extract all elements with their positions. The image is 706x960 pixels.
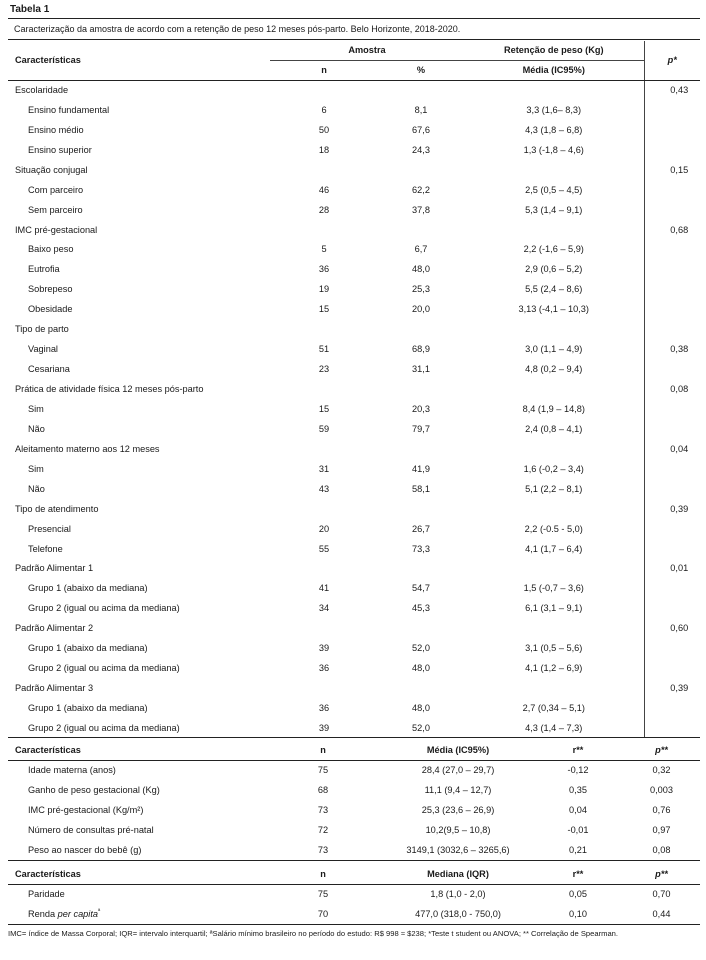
row-media: 2,2 (-0.5 - 5,0) — [524, 523, 583, 534]
table-row — [8, 718, 700, 738]
row-label: Sobrepeso — [28, 284, 73, 295]
row-p-value — [644, 279, 700, 299]
group-row — [8, 618, 700, 638]
row-n: 43 — [318, 483, 330, 494]
row-media: 4,1 (1,2 – 6,9) — [525, 663, 583, 674]
row-label: Ensino superior — [28, 144, 92, 155]
header-caracteristicas: Características — [8, 41, 270, 80]
group-row — [8, 80, 700, 100]
row-p-value — [644, 519, 700, 539]
table-row — [8, 359, 700, 379]
row-media: 2,7 (0,34 – 5,1) — [522, 703, 585, 714]
row-media: 2,9 (0,6 – 5,2) — [525, 264, 583, 275]
cont-media: 10,2(9,5 – 10,8) — [425, 825, 491, 835]
group-p-value: 0,39 — [644, 499, 700, 519]
med-label — [8, 904, 263, 924]
group-row — [8, 439, 700, 459]
group-row — [8, 319, 700, 339]
cont-media: 28,4 (27,0 – 29,7) — [421, 765, 495, 776]
row-label: Cesariana — [28, 364, 70, 375]
group-label: IMC pré-gestacional — [15, 224, 98, 235]
row-p-value — [644, 539, 700, 559]
group-label: Aleitamento materno aos 12 meses — [15, 443, 160, 454]
row-media: 3,1 (0,5 – 5,6) — [525, 643, 583, 654]
row-label: Grupo 1 (abaixo da mediana) — [28, 583, 148, 594]
group-pct — [378, 499, 464, 519]
cont-label: Peso ao nascer do bebê (g) — [8, 840, 263, 860]
group-label: Situação conjugal — [15, 164, 88, 175]
row-p-value — [644, 140, 700, 160]
row-n: 34 — [318, 603, 330, 614]
group-label: Tipo de atendimento — [15, 503, 99, 514]
group-p-value: 0,43 — [644, 80, 700, 100]
table-row — [8, 539, 700, 559]
cont-p: 0,97 — [652, 825, 671, 835]
row-pct: 54,7 — [412, 583, 430, 594]
row-pct: 24,3 — [412, 144, 430, 155]
group-p-value: 0,08 — [644, 379, 700, 399]
table-row — [8, 884, 700, 904]
table-footnote: IMC= índice de Massa Corporal; IQR= intervalo interquartil; ªSalário mínimo brasileiro no período do estudo: R$ 998 ≈ $238; *Teste t student ou ANOVA; ** Correlação de Spearman. — [8, 929, 619, 938]
row-n: 50 — [318, 124, 330, 135]
table-caption: Caracterização da amostra de acordo com a retenção de peso 12 meses pós-parto. Belo Horizonte, 2018-2020. — [8, 18, 700, 40]
row-label: Não — [28, 483, 45, 494]
row-pct: 48,0 — [412, 264, 430, 275]
row-media: 2,4 (0,8 – 4,1) — [525, 423, 583, 434]
row-label: Grupo 1 (abaixo da mediana) — [28, 703, 148, 714]
median-table — [8, 864, 700, 925]
row-label: Sim — [28, 403, 44, 414]
cont-n: 72 — [317, 825, 329, 835]
med-header-caracteristicas: Características — [8, 864, 263, 884]
table-row — [8, 578, 700, 598]
row-n: 5 — [321, 244, 327, 255]
table-row — [8, 519, 700, 539]
label-suffix: ª — [98, 908, 101, 915]
group-n — [270, 559, 378, 579]
row-media: 3,13 (-4,1 – 10,3) — [518, 304, 589, 315]
table-title: Tabela 1 — [10, 4, 50, 15]
group-pct — [378, 319, 464, 339]
cont-p: 0,08 — [623, 840, 700, 860]
cont-label: Ganho de peso gestacional (Kg) — [28, 785, 160, 795]
group-row — [8, 160, 700, 180]
table-row — [8, 840, 700, 860]
table-row — [8, 399, 700, 419]
group-n — [270, 439, 378, 459]
group-label: Padrão Alimentar 3 — [15, 683, 94, 694]
row-n: 39 — [270, 718, 378, 738]
group-p-value: 0,01 — [644, 559, 700, 579]
group-n — [270, 678, 378, 698]
cont-r: 0,04 — [569, 805, 587, 815]
group-p-value: 0,39 — [644, 678, 700, 698]
row-pct: 25,3 — [412, 284, 430, 295]
med-header-mediana: Mediana (IQR) — [383, 864, 533, 884]
row-label: Grupo 2 (igual ou acima da mediana) — [28, 603, 180, 614]
row-media: 2,2 (-1,6 – 5,9) — [523, 244, 584, 255]
cont-label: Idade materna (anos) — [28, 765, 116, 776]
row-pct: 67,6 — [412, 124, 430, 135]
row-pct: 45,3 — [412, 603, 430, 614]
group-p-value: 0,68 — [644, 220, 700, 240]
table-row — [8, 904, 700, 924]
row-n: 51 — [318, 344, 330, 355]
row-n: 46 — [318, 184, 330, 195]
row-p-value — [644, 299, 700, 319]
row-pct: 20,3 — [412, 403, 430, 414]
row-n: 19 — [318, 284, 330, 295]
row-pct: 8,1 — [414, 104, 428, 115]
row-media: 3,3 (1,6– 8,3) — [526, 104, 582, 115]
cont-n: 68 — [317, 785, 329, 795]
cont-p: 0,32 — [652, 765, 671, 776]
row-n: 28 — [318, 204, 330, 215]
group-media — [464, 499, 644, 519]
group-media — [464, 618, 644, 638]
row-p-value — [644, 399, 700, 419]
group-media — [464, 559, 644, 579]
row-label: Obesidade — [28, 304, 73, 315]
row-pct: 62,2 — [412, 184, 430, 195]
row-pct: 20,0 — [412, 304, 430, 315]
row-label: Telefone — [28, 543, 63, 554]
row-n: 18 — [318, 144, 330, 155]
group-label: Padrão Alimentar 2 — [15, 623, 94, 634]
group-pct — [378, 559, 464, 579]
row-media: 8,4 (1,9 – 14,8) — [522, 403, 585, 414]
group-media — [464, 678, 644, 698]
group-pct — [378, 160, 464, 180]
cont-label: IMC pré-gestacional (Kg/m²) — [28, 805, 144, 815]
table-row — [8, 339, 700, 359]
cont-header-n: n — [263, 740, 383, 760]
row-media: 4,3 (1,8 – 6,8) — [525, 124, 583, 135]
row-p-value — [644, 698, 700, 718]
row-p-value — [644, 240, 700, 260]
row-p-value — [644, 479, 700, 499]
row-p-value — [644, 598, 700, 618]
group-n — [270, 618, 378, 638]
row-p-value — [644, 359, 700, 379]
med-n: 70 — [263, 904, 383, 924]
row-n: 36 — [318, 703, 330, 714]
row-n: 55 — [318, 543, 330, 554]
row-pct: 52,0 — [412, 643, 430, 654]
categorical-table — [8, 41, 700, 738]
table-row — [8, 299, 700, 319]
row-n: 15 — [318, 304, 330, 315]
row-label: Sim — [28, 463, 44, 474]
cont-media: 11,1 (9,4 – 12,7) — [424, 785, 492, 795]
row-pct: 79,7 — [412, 423, 430, 434]
group-label: Padrão Alimentar 1 — [15, 563, 94, 574]
table-row — [8, 279, 700, 299]
row-n: 59 — [318, 423, 330, 434]
cont-n: 75 — [317, 765, 329, 776]
group-pct — [378, 220, 464, 240]
table-row — [8, 259, 700, 279]
cont-media: 25,3 (23,6 – 26,9) — [421, 805, 495, 815]
cont-p: 0,76 — [652, 805, 671, 815]
table-row — [8, 180, 700, 200]
group-label: Escolaridade — [15, 85, 69, 96]
row-p-value — [644, 100, 700, 120]
table-row — [8, 479, 700, 499]
group-pct — [378, 678, 464, 698]
label-italic: per capita — [57, 908, 98, 919]
group-row — [8, 499, 700, 519]
group-media — [464, 160, 644, 180]
med-header-p: p** — [623, 864, 700, 884]
header-p: p* — [644, 41, 700, 80]
row-n: 36 — [318, 264, 330, 275]
categorical-table-body — [8, 80, 700, 738]
group-n — [270, 499, 378, 519]
group-row — [8, 379, 700, 399]
row-n: 31 — [318, 463, 330, 474]
row-label: Vaginal — [28, 344, 58, 355]
cont-r: -0,12 — [567, 765, 589, 776]
row-n: 39 — [318, 643, 330, 654]
row-label: Ensino médio — [28, 124, 84, 135]
cont-header-r: r** — [533, 740, 623, 760]
table-row — [8, 419, 700, 439]
group-n — [270, 379, 378, 399]
row-label: Presencial — [28, 523, 71, 534]
row-pct: 48,0 — [412, 663, 430, 674]
group-p-value: 0,15 — [644, 160, 700, 180]
row-p-value — [644, 578, 700, 598]
row-pct: 37,8 — [412, 204, 430, 215]
row-n: 36 — [318, 663, 330, 674]
row-label: Eutrofia — [28, 264, 60, 275]
row-label: Com parceiro — [28, 184, 84, 195]
row-pct: 68,9 — [412, 344, 430, 355]
row-media: 4,8 (0,2 – 9,4) — [525, 364, 583, 375]
group-n — [270, 220, 378, 240]
table-row — [8, 800, 700, 820]
row-media: 3,0 (1,1 – 4,9) — [525, 344, 583, 355]
med-r: 0,05 — [569, 889, 587, 900]
group-label: Tipo de parto — [15, 324, 69, 335]
table-row — [8, 820, 700, 840]
row-media: 5,3 (1,4 – 9,1) — [525, 204, 583, 215]
group-label: Prática de atividade física 12 meses pós-parto — [15, 384, 204, 395]
row-label: Não — [28, 423, 45, 434]
med-label: Paridade — [28, 889, 65, 900]
table-row — [8, 760, 700, 780]
row-n: 15 — [318, 403, 330, 414]
cont-r: 0,35 — [569, 785, 587, 795]
continuous-table — [8, 740, 700, 861]
row-pct: 48,0 — [412, 703, 430, 714]
row-p-value — [644, 718, 700, 738]
med-r: 0,10 — [533, 904, 623, 924]
group-p-value: 0,04 — [644, 439, 700, 459]
cont-r: 0,21 — [533, 840, 623, 860]
row-label: Grupo 1 (abaixo da mediana) — [28, 643, 148, 654]
table-row — [8, 459, 700, 479]
cont-header-media: Média (IC95%) — [383, 740, 533, 760]
med-header-r: r** — [533, 864, 623, 884]
table-row — [8, 698, 700, 718]
row-media: 4,3 (1,4 – 7,3) — [464, 718, 644, 738]
row-label: Baixo peso — [28, 244, 74, 255]
group-media — [464, 220, 644, 240]
row-p-value — [644, 459, 700, 479]
group-row — [8, 220, 700, 240]
row-media: 5,5 (2,4 – 8,6) — [525, 284, 583, 295]
med-header-n: n — [263, 864, 383, 884]
header-amostra: Amostra — [270, 41, 464, 60]
row-p-value: 0,38 — [644, 339, 700, 359]
cont-label: Número de consultas pré-natal — [28, 825, 154, 835]
cont-r: -0,01 — [567, 825, 589, 835]
med-mediana: 477,0 (318,0 - 750,0) — [383, 904, 533, 924]
table-row — [8, 200, 700, 220]
group-media — [464, 379, 644, 399]
cont-media: 3149,1 (3032,6 – 3265,6) — [383, 840, 533, 860]
group-pct — [378, 618, 464, 638]
table-row — [8, 780, 700, 800]
label-prefix: Renda — [28, 908, 58, 919]
cont-p: 0,003 — [650, 785, 673, 795]
header-retencao: Retenção de peso (Kg) — [464, 41, 644, 60]
group-media — [464, 319, 644, 339]
row-p-value — [644, 658, 700, 678]
group-media — [464, 439, 644, 459]
table-row — [8, 638, 700, 658]
row-label: Grupo 2 (igual ou acima da mediana) — [8, 718, 270, 738]
med-p: 0,44 — [623, 904, 700, 924]
row-media: 5,1 (2,2 – 8,1) — [525, 483, 583, 494]
row-p-value — [644, 120, 700, 140]
group-n — [270, 80, 378, 100]
header-n: n — [270, 60, 378, 80]
row-pct: 73,3 — [412, 543, 430, 554]
group-n — [270, 319, 378, 339]
group-media — [464, 80, 644, 100]
row-media: 1,6 (-0,2 – 3,4) — [523, 463, 584, 474]
row-pct: 41,9 — [412, 463, 430, 474]
table-row — [8, 140, 700, 160]
med-p: 0,70 — [652, 889, 671, 900]
row-label: Grupo 2 (igual ou acima da mediana) — [28, 663, 180, 674]
row-n: 6 — [321, 104, 327, 115]
row-p-value — [644, 180, 700, 200]
table-row — [8, 100, 700, 120]
row-media: 1,5 (-0,7 – 3,6) — [523, 583, 584, 594]
row-n: 41 — [318, 583, 330, 594]
group-row — [8, 678, 700, 698]
group-n — [270, 160, 378, 180]
cont-header-caracteristicas: Características — [8, 740, 263, 760]
table-row — [8, 598, 700, 618]
row-pct: 6,7 — [414, 244, 428, 255]
row-pct: 26,7 — [412, 523, 430, 534]
row-n: 20 — [318, 523, 330, 534]
med-mediana: 1,8 (1,0 - 2,0) — [430, 889, 486, 900]
group-pct — [378, 439, 464, 459]
cont-n: 73 — [263, 840, 383, 860]
group-pct — [378, 379, 464, 399]
row-n: 23 — [318, 364, 330, 375]
group-pct — [378, 80, 464, 100]
row-label: Ensino fundamental — [28, 104, 110, 115]
cont-header-p: p** — [623, 740, 700, 760]
table-row — [8, 120, 700, 140]
cont-n: 73 — [317, 805, 329, 815]
row-pct: 52,0 — [378, 718, 464, 738]
row-media: 1,3 (-1,8 – 4,6) — [523, 144, 584, 155]
table-row — [8, 658, 700, 678]
row-media: 6,1 (3,1 – 9,1) — [525, 603, 583, 614]
group-p-value — [644, 319, 700, 339]
group-row — [8, 559, 700, 579]
header-pct: % — [378, 60, 464, 80]
row-media: 4,1 (1,7 – 6,4) — [525, 543, 583, 554]
row-p-value — [644, 200, 700, 220]
row-p-value — [644, 638, 700, 658]
med-n: 75 — [317, 889, 329, 900]
row-media: 2,5 (0,5 – 4,5) — [525, 184, 583, 195]
row-pct: 31,1 — [412, 364, 430, 375]
row-p-value — [644, 419, 700, 439]
row-pct: 58,1 — [412, 483, 430, 494]
table-row — [8, 240, 700, 260]
row-label: Sem parceiro — [28, 204, 83, 215]
row-p-value — [644, 259, 700, 279]
header-media: Média (IC95%) — [464, 60, 644, 80]
group-p-value: 0,60 — [644, 618, 700, 638]
